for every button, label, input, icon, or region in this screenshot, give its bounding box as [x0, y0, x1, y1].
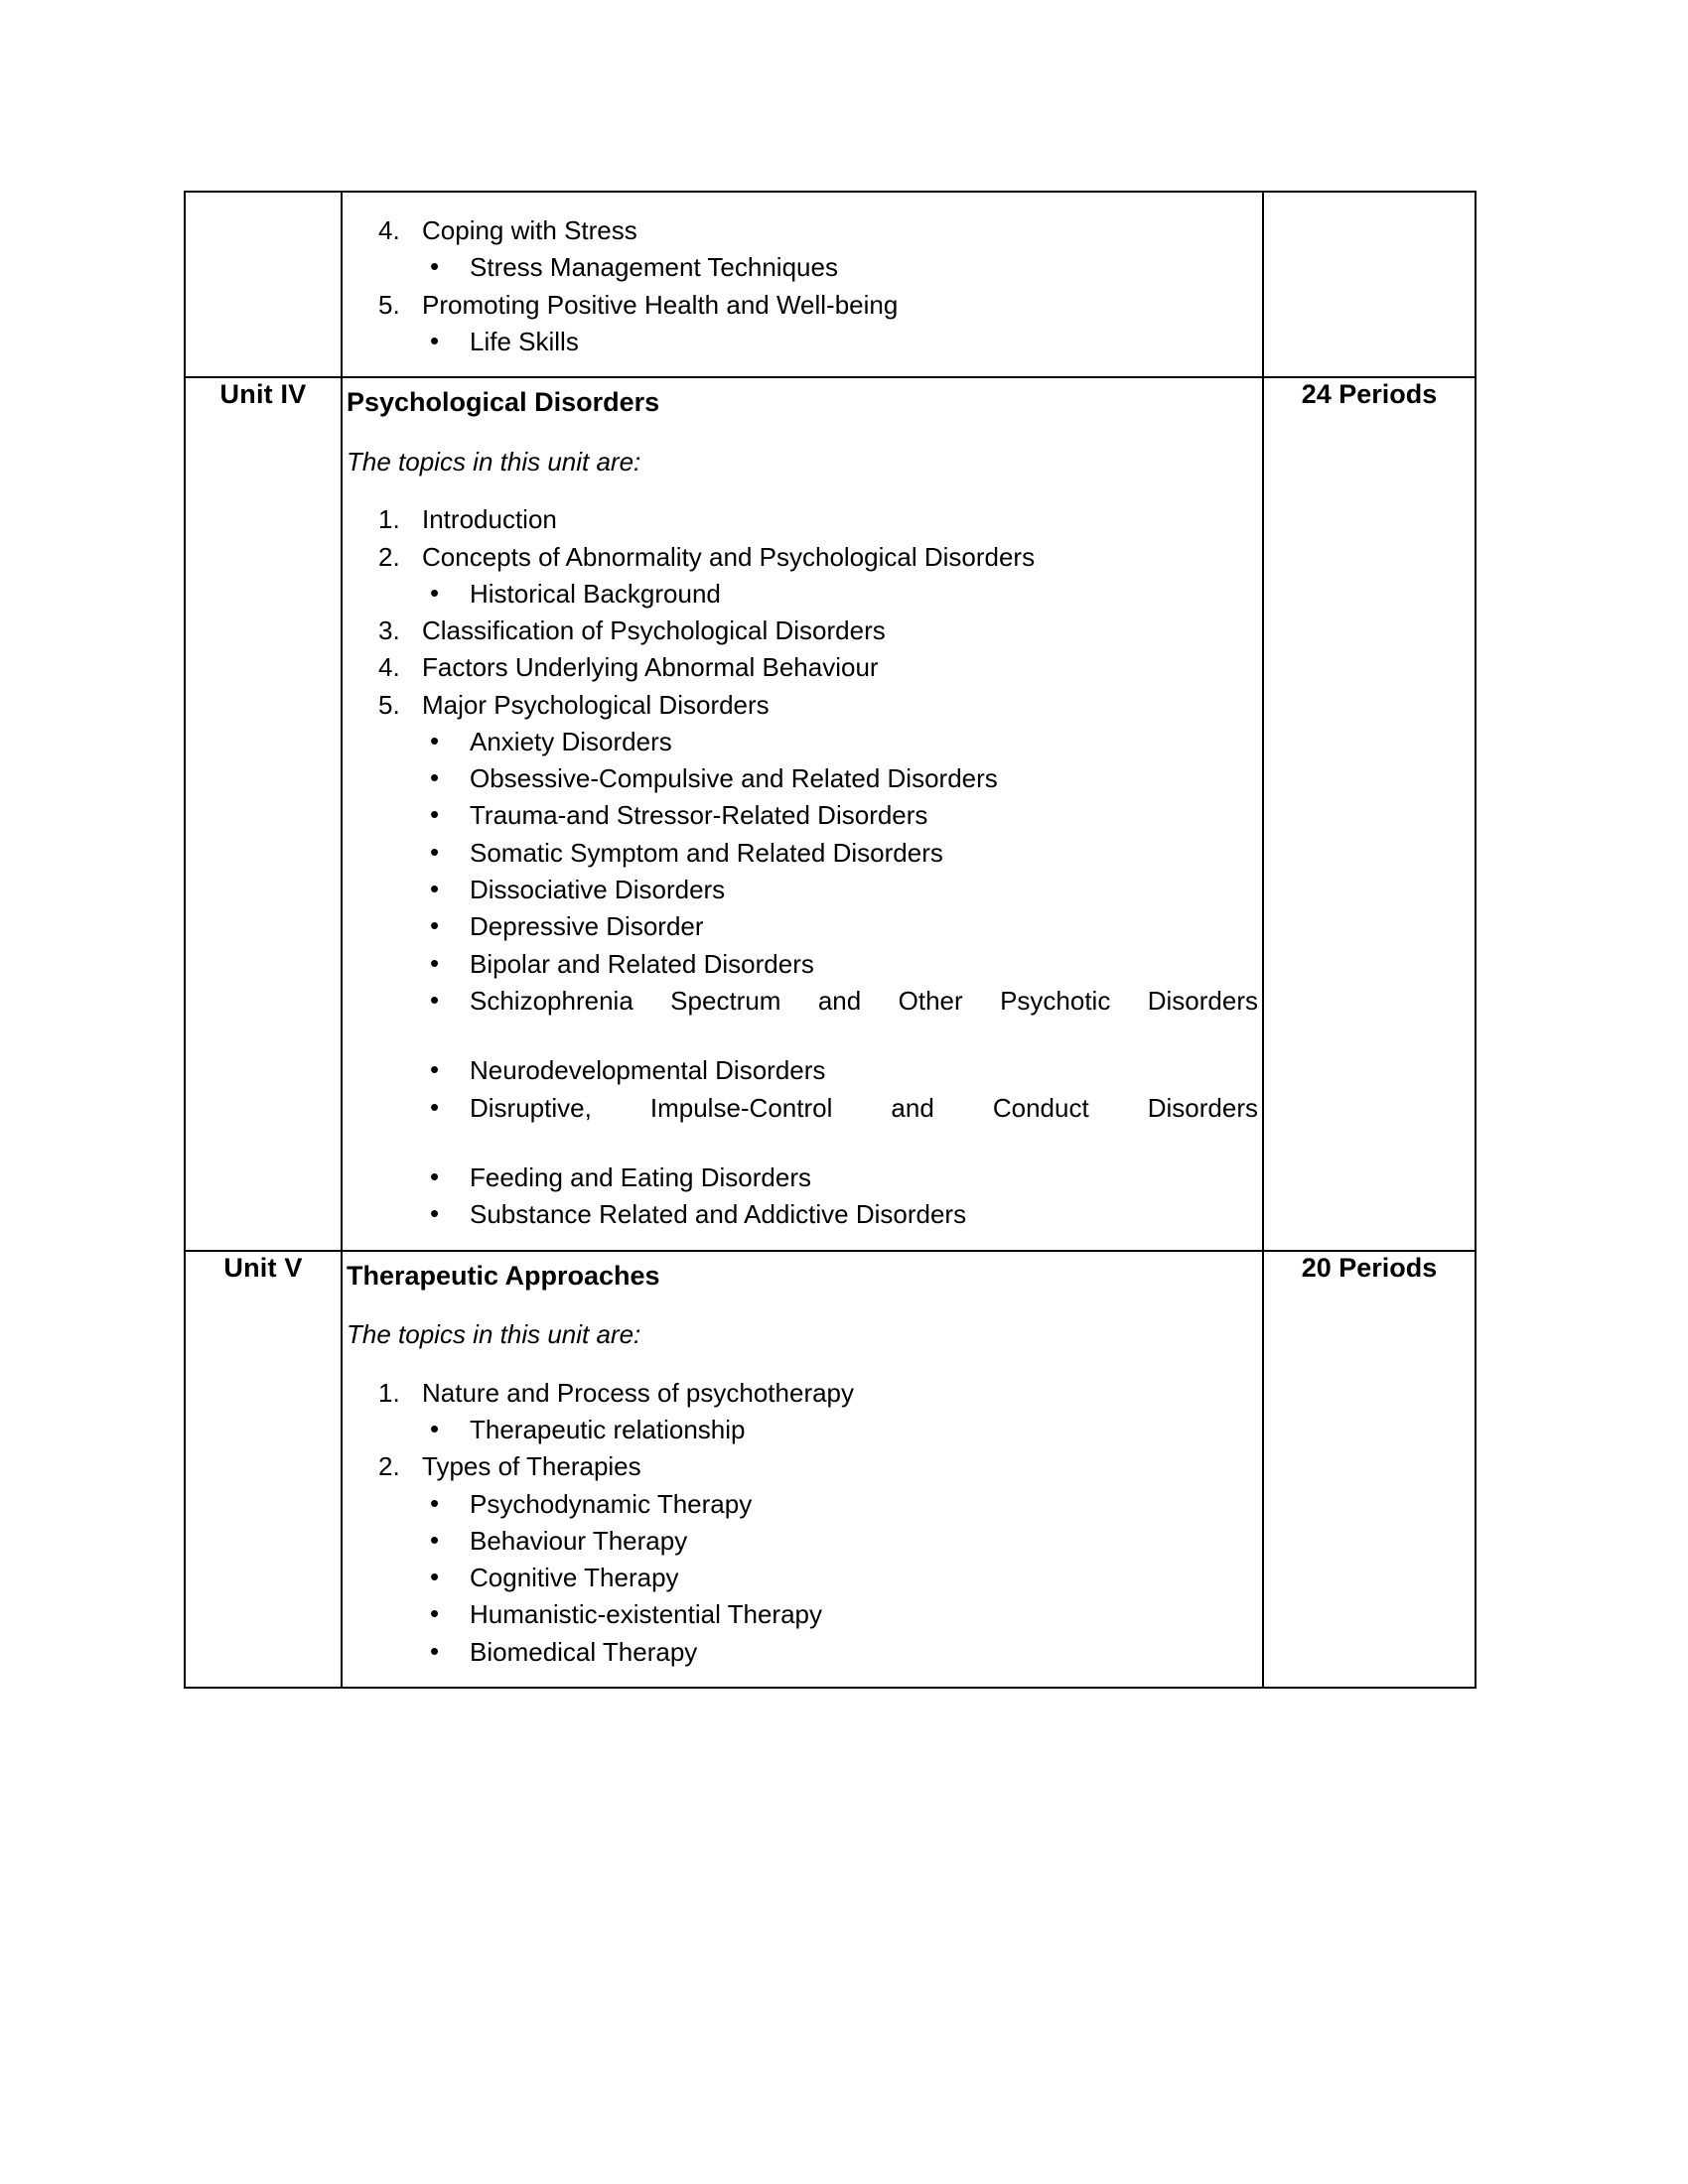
topic-sub-item-text: Disruptive, Impulse-Control and Conduct Disorders [470, 1092, 1258, 1123]
topic-sub-item [343, 837, 1262, 870]
topic-sub-item-text: Psychodynamic Therapy [470, 1488, 753, 1519]
bullet-icon: • [430, 1635, 440, 1666]
bullet-icon: • [430, 1598, 440, 1629]
unit-content-cell [342, 1251, 1263, 1688]
bullet-icon: • [430, 1562, 440, 1592]
list-number-marker: 5. [378, 289, 400, 320]
bullet-icon: • [430, 1487, 440, 1518]
bullet-group [343, 251, 1262, 284]
topics-lead-text: The topics in this unit are: [347, 446, 641, 477]
topic-sub-item-text: Humanistic-existential Therapy [470, 1599, 822, 1630]
topic-item-text: Introduction [422, 504, 557, 535]
topic-sub-item [343, 1598, 1262, 1631]
periods-cell [1263, 377, 1476, 1251]
table-row [185, 1251, 1476, 1688]
bullet-icon: • [430, 725, 440, 755]
topic-item-text: Factors Underlying Abnormal Behaviour [422, 652, 879, 683]
cell-top-spacer [343, 193, 1262, 210]
unit-title: Therapeutic Approaches [347, 1260, 660, 1291]
topic-sub-item [343, 251, 1262, 284]
bullet-icon: • [430, 836, 440, 867]
unit-label-cell [185, 1251, 342, 1688]
list-number-marker: 2. [378, 1451, 400, 1482]
topic-bullet-list [343, 251, 1262, 284]
cell-bottom-spacer [343, 1673, 1262, 1687]
bullet-group [343, 1414, 1262, 1446]
cell-bottom-spacer [343, 1236, 1262, 1250]
syllabus-table-body [185, 192, 1476, 1688]
topic-sub-item [343, 1562, 1262, 1594]
topic-sub-item-text: Depressive Disorder [470, 911, 704, 942]
topic-list-item [343, 1450, 1262, 1483]
unit-content-cell [342, 377, 1263, 1251]
topic-sub-item-text: Anxiety Disorders [470, 726, 672, 756]
topic-item-text: Classification of Psychological Disorders [422, 615, 886, 646]
unit-title: Psychological Disorders [347, 387, 660, 418]
unit-label-cell [185, 377, 342, 1251]
cell-bottom-spacer [343, 362, 1262, 376]
topic-sub-item [343, 762, 1262, 795]
topic-sub-item [343, 1525, 1262, 1558]
topic-bullet-list [343, 726, 1262, 1232]
topic-sub-item-text: Substance Related and Addictive Disorders [470, 1199, 967, 1230]
topic-numbered-list [343, 503, 1262, 1231]
topic-numbered-list [343, 214, 1262, 358]
topic-sub-item-text: Life Skills [470, 326, 579, 356]
list-number-marker: 2. [378, 541, 400, 572]
topic-sub-item [343, 326, 1262, 358]
unit-label-cell [185, 192, 342, 377]
topic-sub-item-text: Feeding and Eating Disorders [470, 1162, 811, 1193]
topic-list-item [343, 214, 1262, 247]
periods-label: 24 Periods [1301, 379, 1438, 410]
topic-sub-item-text: Trauma-and Stressor-Related Disorders [470, 800, 928, 831]
topic-sub-item-text: Cognitive Therapy [470, 1563, 679, 1593]
topic-sub-item-text: Schizophrenia Spectrum and Other Psychotic Disorders [470, 985, 1258, 1016]
topic-sub-item [343, 1161, 1262, 1194]
list-number-marker: 1. [378, 1377, 400, 1408]
bullet-icon: • [430, 1198, 440, 1229]
topic-sub-item-text: Dissociative Disorders [470, 874, 726, 904]
bullet-icon: • [430, 910, 440, 941]
table-row [185, 377, 1476, 1251]
topic-sub-item [343, 1636, 1262, 1669]
topic-list-item [343, 651, 1262, 684]
topic-bullet-list [343, 578, 1262, 611]
bullet-icon: • [430, 1414, 440, 1444]
topic-sub-item-text: Bipolar and Related Disorders [470, 948, 814, 979]
list-number-marker: 4. [378, 215, 400, 245]
topic-sub-item [343, 985, 1262, 1051]
list-number-marker: 3. [378, 615, 400, 646]
bullet-icon: • [430, 873, 440, 903]
periods-label: 20 Periods [1301, 1252, 1438, 1283]
topic-sub-item [343, 1092, 1262, 1159]
bullet-icon: • [430, 984, 440, 1015]
periods-cell [1263, 192, 1476, 377]
bullet-icon: • [430, 762, 440, 793]
topic-sub-item-text: Neurodevelopmental Disorders [470, 1055, 826, 1086]
topic-sub-item [343, 910, 1262, 943]
bullet-icon: • [430, 799, 440, 830]
bullet-icon: • [430, 577, 440, 608]
bullet-icon: • [430, 251, 440, 282]
topic-sub-item-text: Behaviour Therapy [470, 1525, 688, 1556]
topic-sub-item [343, 874, 1262, 906]
list-number-marker: 5. [378, 689, 400, 720]
unit-label: Unit IV [219, 379, 307, 410]
topic-list-item [343, 1377, 1262, 1410]
topic-bullet-list [343, 1414, 1262, 1446]
topic-sub-item-text: Therapeutic relationship [470, 1415, 746, 1445]
topic-list-item [343, 614, 1262, 647]
topic-sub-item [343, 1198, 1262, 1231]
topic-sub-item [343, 578, 1262, 611]
bullet-icon: • [430, 1161, 440, 1192]
bullet-icon: • [430, 1524, 440, 1555]
topic-list-item [343, 503, 1262, 536]
topic-sub-item [343, 726, 1262, 758]
topic-sub-item-text: Biomedical Therapy [470, 1636, 698, 1667]
list-number-marker: 1. [378, 504, 400, 535]
bullet-group [343, 726, 1262, 1232]
list-number-marker: 4. [378, 652, 400, 683]
topic-list-item [343, 289, 1262, 322]
syllabus-table [184, 191, 1477, 1689]
topic-sub-item [343, 948, 1262, 981]
bullet-group [343, 578, 1262, 611]
topic-sub-item-text: Obsessive-Compulsive and Related Disorders [470, 763, 998, 794]
bullet-icon: • [430, 947, 440, 978]
topic-item-text: Promoting Positive Health and Well-being [422, 289, 899, 320]
topic-sub-item [343, 799, 1262, 832]
topic-item-text: Concepts of Abnormality and Psychological Disorders [422, 541, 1036, 572]
topic-list-item [343, 689, 1262, 722]
topic-numbered-list [343, 1377, 1262, 1669]
topic-sub-item [343, 1488, 1262, 1521]
topic-sub-item-text: Somatic Symptom and Related Disorders [470, 837, 943, 868]
topic-item-text: Coping with Stress [422, 215, 637, 245]
topic-list-item [343, 541, 1262, 574]
bullet-icon: • [430, 1091, 440, 1122]
topic-item-text: Nature and Process of psychotherapy [422, 1377, 855, 1408]
topic-item-text: Major Psychological Disorders [422, 689, 770, 720]
topic-sub-item-text: Stress Management Techniques [470, 252, 838, 283]
topic-sub-item [343, 1414, 1262, 1446]
bullet-icon: • [430, 325, 440, 355]
unit-label: Unit V [223, 1252, 303, 1283]
bullet-group [343, 1488, 1262, 1669]
topic-bullet-list [343, 1488, 1262, 1669]
bullet-icon: • [430, 1054, 440, 1085]
topics-lead-text: The topics in this unit are: [347, 1319, 641, 1350]
table-row [185, 192, 1476, 377]
bullet-group [343, 326, 1262, 358]
unit-content-cell [342, 192, 1263, 377]
topic-sub-item-text: Historical Background [470, 578, 721, 609]
topic-bullet-list [343, 326, 1262, 358]
topic-sub-item [343, 1054, 1262, 1087]
topic-item-text: Types of Therapies [422, 1451, 641, 1482]
periods-cell [1263, 1251, 1476, 1688]
